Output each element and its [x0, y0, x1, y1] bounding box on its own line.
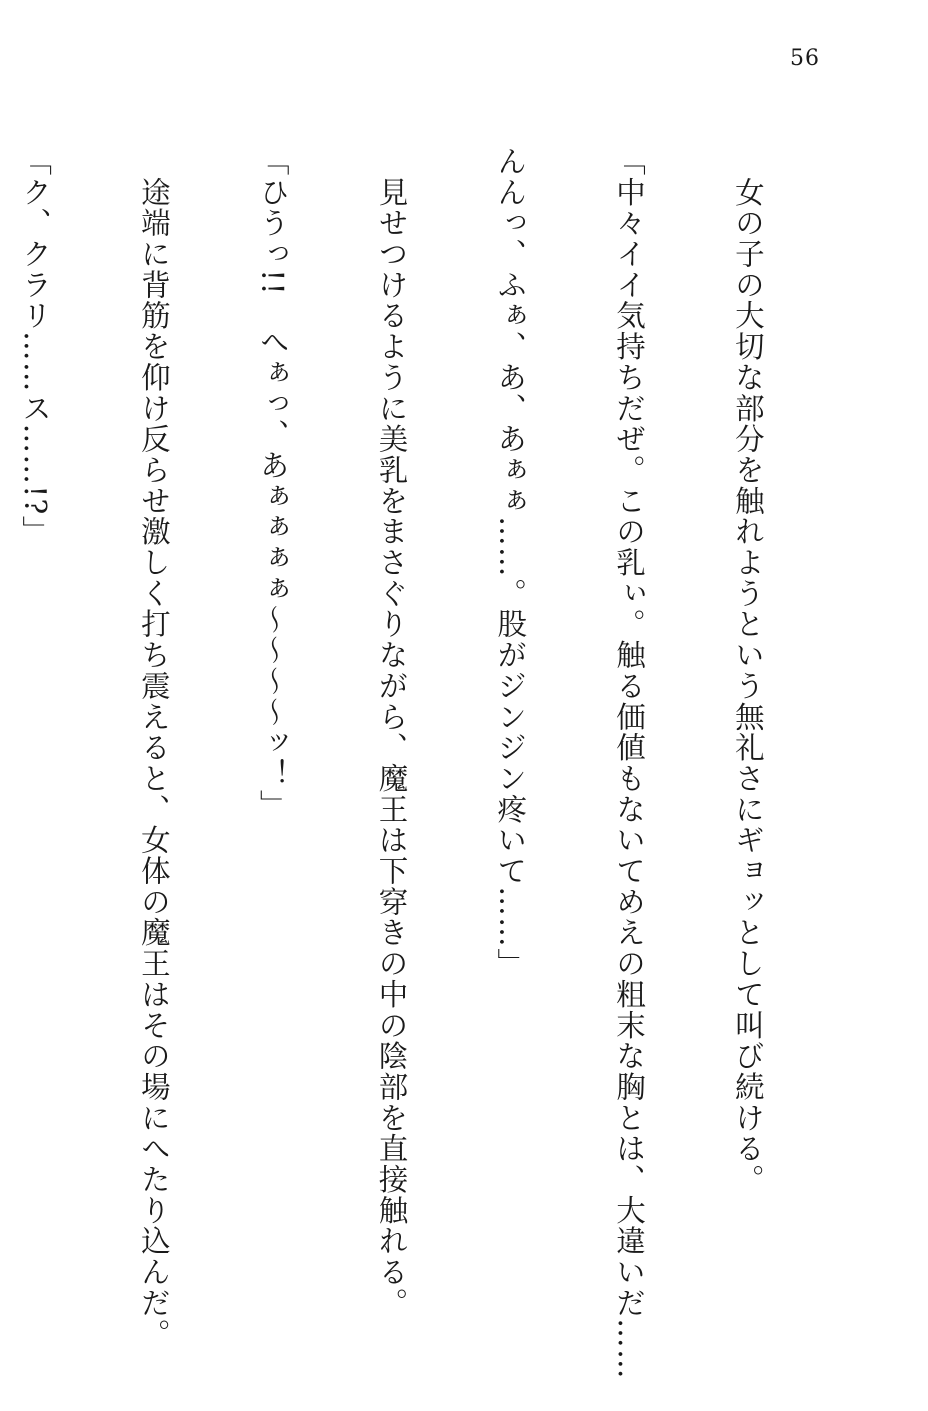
text-line: 女の子の大切な部分を触れようという無礼さにギョッとして叫び続ける。 [730, 146, 765, 1195]
vertical-text-body [18, 146, 846, 1380]
page-number: 56 [790, 46, 820, 71]
text-line: 「ク、クラリ……ス……!?」 [18, 146, 53, 547]
text-line: んんっ、ふぁ、あ、あぁぁ……。股がジンジン疼いて……」 [493, 146, 528, 979]
text-line: 見せつけるように美乳をまさぐりながら、魔王は下穿きの中の陰部を直接触れる。 [374, 146, 409, 1319]
text-line: 「ひうっ!! へぁっ、あぁぁぁぁ～～～～ッ！」 [255, 146, 290, 821]
text-line: 「中々イイ気持ちだぜ。この乳ぃ。触る価値もないてめえの粗末な胸とは、大違いだ…… [612, 146, 647, 1380]
text-line: 途端に背筋を仰け反らせ激しく打ち震えると、女体の魔王はその場にへたり込んだ。 [136, 146, 171, 1350]
